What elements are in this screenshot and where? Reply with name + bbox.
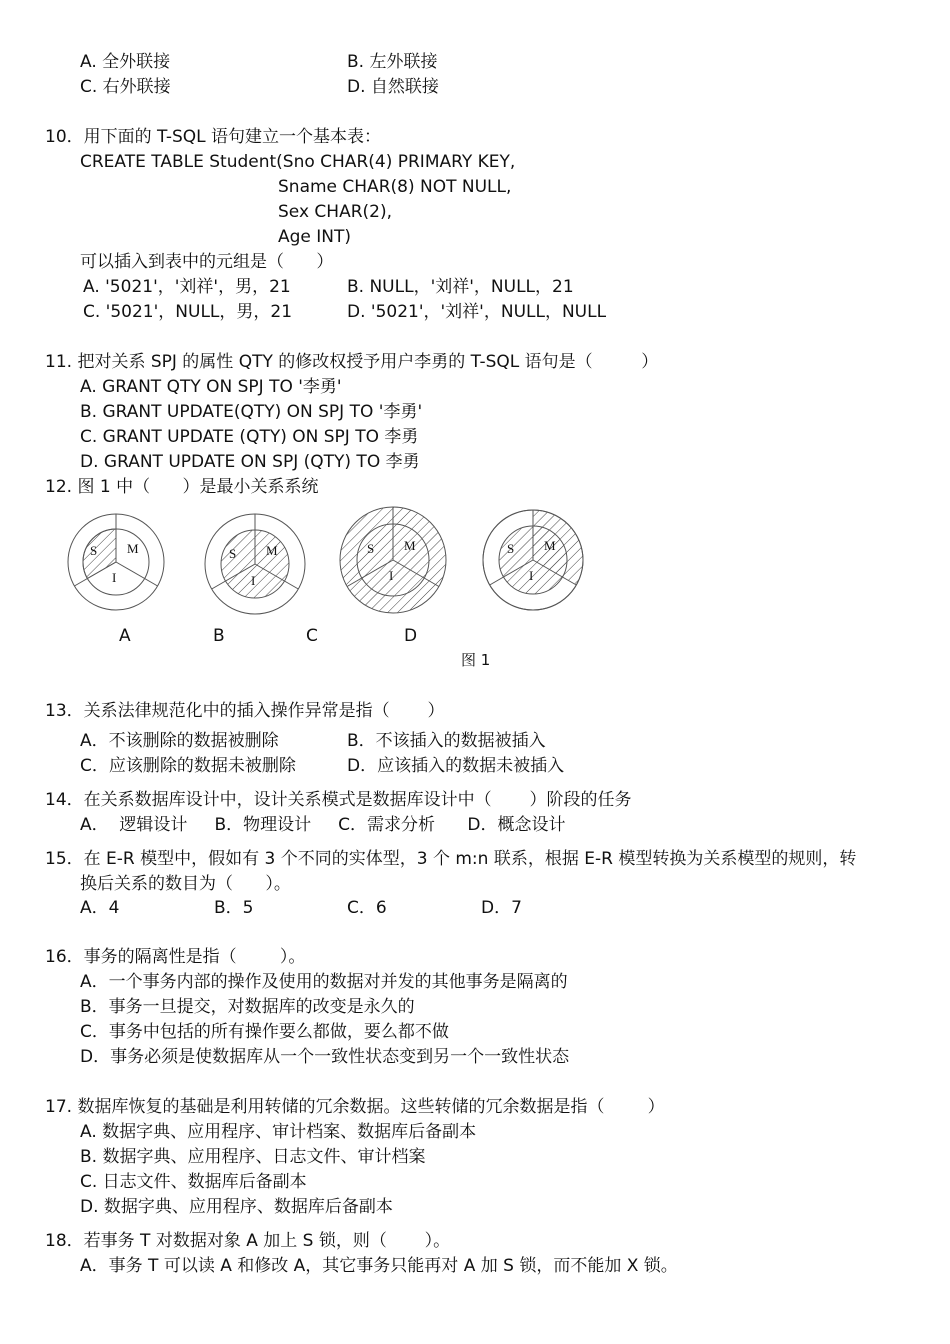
diagram-d-s-label: S [507,541,515,556]
q11-stem: 11. 把对关系 SPJ 的属性 QTY 的修改权授予用户李勇的 T-SQL 语句是（ ） [45,352,659,372]
q10-code-line: Sex CHAR(2), [278,202,392,222]
diagram-b-s-label: S [229,546,237,561]
figure-caption: 图 1 [461,651,491,669]
q13-stem: 13．关系法律规范化中的插入操作异常是指（ ） [45,701,445,721]
q9-option-b: B. 左外联接 [347,52,438,72]
q10-code-line: Age INT) [278,227,352,247]
diagram-b-m-label: M [266,543,278,558]
diagram-a [68,514,164,610]
q17-stem: 17. 数据库恢复的基础是利用转储的冗余数据。这些转储的冗余数据是指（ ） [45,1097,665,1117]
diagram-c-m-label: M [404,538,416,553]
q11-option-d: D. GRANT UPDATE ON SPJ (QTY) TO 李勇 [80,452,420,472]
q10-option-c: C. '5021'，NULL，男，21 [83,302,293,322]
q16-option-a: A．一个事务内部的操作及使用的数据对并发的其他事务是隔离的 [80,972,568,992]
q17-option-d: D. 数据字典、应用程序、数据库后备副本 [80,1197,393,1217]
diagram-c-s-label: S [367,541,375,556]
q10-prompt: 可以插入到表中的元组是（ ） [80,252,334,272]
q15-option-b: B．5 [214,898,254,918]
figure-option-c: C [306,626,318,646]
diagram-b-i-label: I [251,573,256,588]
q10-stem: 10．用下面的 T-SQL 语句建立一个基本表： [45,127,382,147]
figure-option-a: A [119,626,131,646]
q18-option-a: A．事务 T 可以读 A 和修改 A，其它事务只能再对 A 加 S 锁，而不能加 X 锁。 [80,1256,678,1276]
q14-options: A． 逻辑设计 B．物理设计 C．需求分析 D．概念设计 [80,815,566,835]
diagram-a-s-label: S [90,543,98,558]
diagram-d [483,510,583,610]
q9-option-c: C. 右外联接 [80,77,171,97]
q10-option-d: D. '5021'，'刘祥'，NULL，NULL [347,302,607,322]
diagram-b [205,514,305,614]
q15-stem-continued: 换后关系的数目为（ ）。 [80,874,291,894]
figure-option-b: B [213,626,225,646]
q13-option-a: A．不该删除的数据被删除 [80,731,279,751]
q15-stem: 15．在 E-R 模型中，假如有 3 个不同的实体型，3 个 m:n 联系，根据 E-R 模型转换为关系模型的规则，转 [45,849,857,869]
q9-option-a: A. 全外联接 [80,52,171,72]
q13-option-d: D．应该插入的数据未被插入 [347,756,565,776]
q16-option-c: C．事务中包括的所有操作要么都做，要么都不做 [80,1022,449,1042]
diagram-a-i-label: I [112,570,117,585]
q17-option-b: B. 数据字典、应用程序、日志文件、审计档案 [80,1147,426,1167]
diagram-c [340,507,446,613]
q11-option-b: B. GRANT UPDATE(QTY) ON SPJ TO '李勇' [80,402,423,422]
q10-option-a: A. '5021'，'刘祥'，男，21 [83,277,291,297]
figure-option-d: D [404,626,418,646]
q16-stem: 16．事务的隔离性是指（ ）。 [45,947,306,967]
q13-option-b: B．不该插入的数据被插入 [347,731,546,751]
q9-option-d: D. 自然联接 [347,77,439,97]
diagram-d-i-label: I [529,568,534,583]
q15-option-d: D．7 [481,898,522,918]
q17-option-a: A. 数据字典、应用程序、审计档案、数据库后备副本 [80,1122,477,1142]
q10-option-b: B. NULL，'刘祥'，NULL，21 [347,277,574,297]
q10-code-line: Sname CHAR(8) NOT NULL, [278,177,512,197]
q10-code-line: CREATE TABLE Student(Sno CHAR(4) PRIMARY KEY, [80,152,516,172]
diagram-d-m-label: M [544,538,556,553]
diagram-c-i-label: I [389,568,394,583]
q15-option-a: A．4 [80,898,120,918]
q16-option-b: B．事务一旦提交，对数据库的改变是永久的 [80,997,415,1017]
q16-option-d: D．事务必须是使数据库从一个一致性状态变到另一个一致性状态 [80,1047,570,1067]
q13-option-c: C．应该删除的数据未被删除 [80,756,296,776]
q12-stem: 12. 图 1 中（ ）是最小关系系统 [45,477,319,497]
q14-stem: 14．在关系数据库设计中，设计关系模式是数据库设计中（ ）阶段的任务 [45,790,632,810]
q11-option-c: C. GRANT UPDATE (QTY) ON SPJ TO 李勇 [80,427,419,447]
q18-stem: 18．若事务 T 对数据对象 A 加上 S 锁，则（ ）。 [45,1231,451,1251]
q17-option-c: C. 日志文件、数据库后备副本 [80,1172,307,1192]
q11-option-a: A. GRANT QTY ON SPJ TO '李勇' [80,377,342,397]
q15-option-c: C．6 [347,898,387,918]
diagram-a-m-label: M [127,541,139,556]
